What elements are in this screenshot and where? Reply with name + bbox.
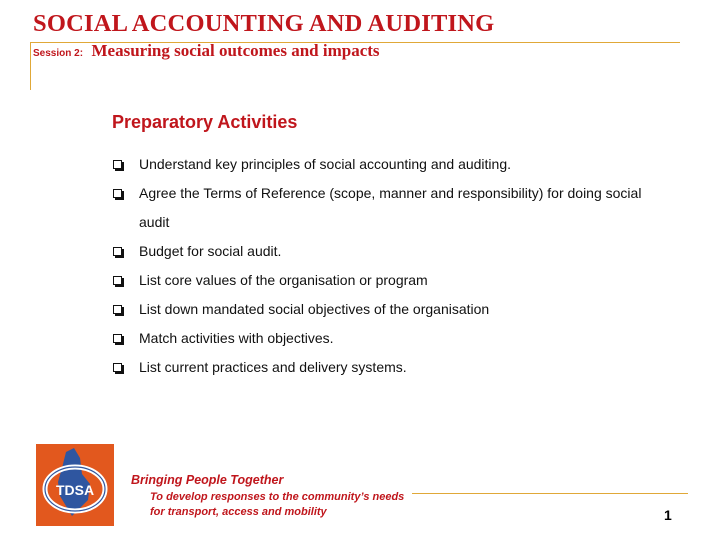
page-number: 1 <box>664 507 672 523</box>
checkbox-bullet-icon <box>113 334 122 343</box>
bullet-item <box>112 179 672 237</box>
tdsa-logo <box>36 444 114 526</box>
section-heading: Preparatory Activities <box>112 112 298 132</box>
footer-tagline: Bringing People Together <box>131 473 284 487</box>
bullet-text: Agree the Terms of Reference (scope, manner and responsibility) for doing social audit <box>139 185 642 230</box>
bullet-list <box>112 150 672 382</box>
bullet-text: Budget for social audit. <box>139 243 282 259</box>
footer-mission: To develop responses to the community’s needs for transport, access and mobility <box>150 491 405 518</box>
checkbox-bullet-icon <box>113 363 122 372</box>
header-rule-vertical <box>30 42 31 90</box>
bullet-item <box>112 266 672 295</box>
bullet-item <box>112 324 672 353</box>
checkbox-bullet-icon <box>113 247 122 256</box>
bullet-text: Understand key principles of social accounting and auditing. <box>139 156 512 172</box>
bullet-item <box>112 150 672 179</box>
session-label: Session 2: <box>33 48 84 59</box>
checkbox-bullet-icon <box>113 160 122 169</box>
bullet-text: List current practices and delivery systems. <box>139 359 407 375</box>
bullet-text: List down mandated social objectives of the organisation <box>139 301 490 317</box>
tdsa-logo-graphic <box>36 444 114 526</box>
checkbox-bullet-icon <box>113 276 122 285</box>
session-subtitle <box>33 41 380 61</box>
bullet-item <box>112 237 672 266</box>
bullet-text: List core values of the organisation or program <box>139 272 428 288</box>
bullet-item <box>112 353 672 382</box>
slide-title: SOCIAL ACCOUNTING AND AUDITING <box>33 10 495 37</box>
footer-rule <box>412 493 688 494</box>
checkbox-bullet-icon <box>113 189 122 198</box>
bullet-item <box>112 295 672 324</box>
logo-text: TDSA <box>55 482 95 498</box>
checkbox-bullet-icon <box>113 305 122 314</box>
session-title: Measuring social outcomes and impacts <box>91 41 380 60</box>
bullet-text: Match activities with objectives. <box>139 330 334 346</box>
